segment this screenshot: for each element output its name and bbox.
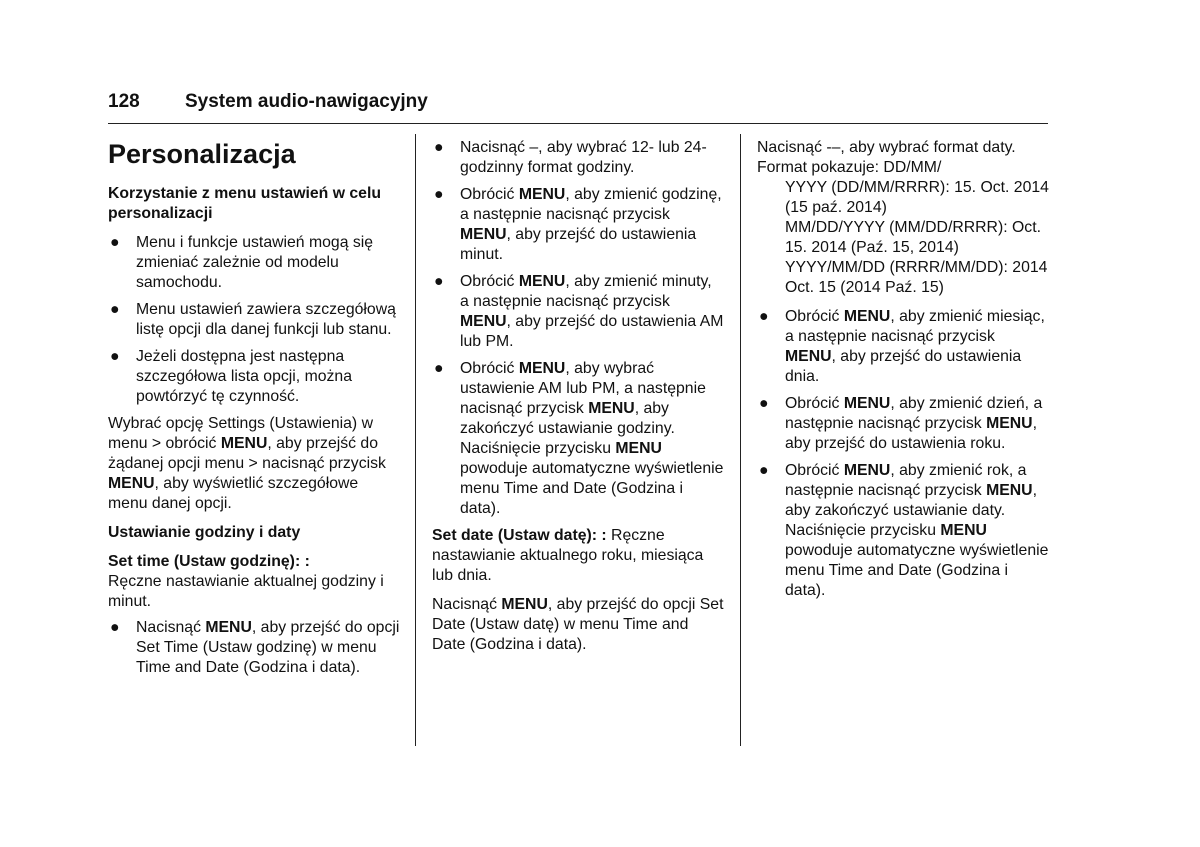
date-format-item: MM/DD/YYYY (MM/DD/RRRR): Oct. 15. 2014 (Paź. 15, 2014) xyxy=(785,219,1041,256)
page-title: Personalizacja xyxy=(108,139,296,169)
bullet-icon: ● xyxy=(759,462,769,479)
column-left xyxy=(108,138,400,685)
bullet-icon: ● xyxy=(434,360,444,377)
list-item: ● Obrócić MENU, aby wybrać ustawienie AM lub PM, a następnie nacisnąć przycisk MENU, aby zakończyć ustawianie godziny. Naciśnięcie przycisku MENU powoduje automatyczne wyświetlenie menu Time and Date (Godzina i data). xyxy=(434,360,724,517)
paragraph: Nacisnąć MENU, aby przejść do opcji Set Date (Ustaw datę) w menu Time and Date (Godzina i data). xyxy=(432,596,724,653)
bullet-icon: ● xyxy=(759,395,769,412)
list-item: ● Obrócić MENU, aby zmienić rok, a następnie nacisnąć przycisk MENU, aby zakończyć ustawianie daty. Naciśnięcie przycisku MENU powoduje automatyczne wyświetlenie menu Time and Date (Godzina i data). xyxy=(759,462,1049,599)
list-item: ● Obrócić MENU, aby zmienić godzinę, a następnie nacisnąć przycisk MENU, aby przejść do ustawienia minut. xyxy=(434,186,722,263)
column-right xyxy=(757,138,1049,608)
page-header xyxy=(108,91,1048,121)
bullet-list xyxy=(108,618,400,678)
bullet-icon: ● xyxy=(110,301,120,318)
list-item: ● Jeżeli dostępna jest następna szczegółowa lista opcji, można powtórzyć tę czynność. xyxy=(110,348,352,405)
column-divider xyxy=(415,134,416,746)
date-format-item: YYYY/MM/DD (RRRR/MM/DD): 2014 Oct. 15 (2014 Paź. 15) xyxy=(785,259,1048,296)
bullet-icon: ● xyxy=(110,234,120,251)
column-divider xyxy=(740,134,741,746)
paragraph: Wybrać opcję Settings (Ustawienia) w menu > obrócić MENU, aby przejść do żądanej opcji menu > nacisnąć przycisk MENU, aby wyświetlić szczegółowe menu danej opcji. xyxy=(108,415,386,512)
list-item: ● Menu i funkcje ustawień mogą się zmieniać zależnie od modelu samochodu. xyxy=(110,234,374,291)
page-number: 128 xyxy=(108,91,140,112)
bullet-list xyxy=(757,307,1049,601)
bullet-list xyxy=(432,138,724,519)
bullet-icon: ● xyxy=(434,186,444,203)
subheading: Ustawianie godziny i daty xyxy=(108,524,301,541)
date-format-list xyxy=(757,178,1049,298)
paragraph: Nacisnąć -–, aby wybrać format daty. Format pokazuje: DD/MM/ xyxy=(757,139,1016,176)
header-rule xyxy=(108,123,1048,124)
date-format-item: YYYY (DD/MM/RRRR): 15. Oct. 2014 (15 paź. 2014) xyxy=(785,179,1049,216)
list-item: ● Nacisnąć MENU, aby przejść do opcji Set Time (Ustaw godzinę) w menu Time and Date (Godzina i data). xyxy=(110,619,400,676)
bullet-icon: ● xyxy=(759,308,769,325)
bullet-list xyxy=(108,233,400,407)
bullet-icon: ● xyxy=(434,273,444,290)
list-item: ● Nacisnąć –, aby wybrać 12- lub 24-godzinny format godziny. xyxy=(434,139,707,176)
list-item: ● Obrócić MENU, aby zmienić minuty, a następnie nacisnąć przycisk MENU, aby przejść do ustawienia AM lub PM. xyxy=(434,273,724,350)
section-title: System audio-nawigacyjny xyxy=(185,91,428,112)
list-item: ● Obrócić MENU, aby zmienić miesiąc, a następnie nacisnąć przycisk MENU, aby przejść do ustawienia dnia. xyxy=(759,308,1045,385)
bullet-icon: ● xyxy=(434,139,444,156)
list-item: ● Obrócić MENU, aby zmienić dzień, a następnie nacisnąć przycisk MENU, aby przejść do ustawienia roku. xyxy=(759,395,1043,452)
subheading: Korzystanie z menu ustawień w celu personalizacji xyxy=(108,185,382,222)
bullet-icon: ● xyxy=(110,348,120,365)
paragraph: Set date (Ustaw datę): : Ręczne nastawianie aktualnego roku, miesiąca lub dnia. xyxy=(432,527,704,584)
paragraph: Set time (Ustaw godzinę): : Ręczne nastawianie aktualnej godziny i minut. xyxy=(108,553,384,610)
bullet-icon: ● xyxy=(110,619,120,636)
list-item: ● Menu ustawień zawiera szczegółową listę opcji dla danej funkcji lub stanu. xyxy=(110,301,396,338)
column-middle xyxy=(432,138,724,664)
